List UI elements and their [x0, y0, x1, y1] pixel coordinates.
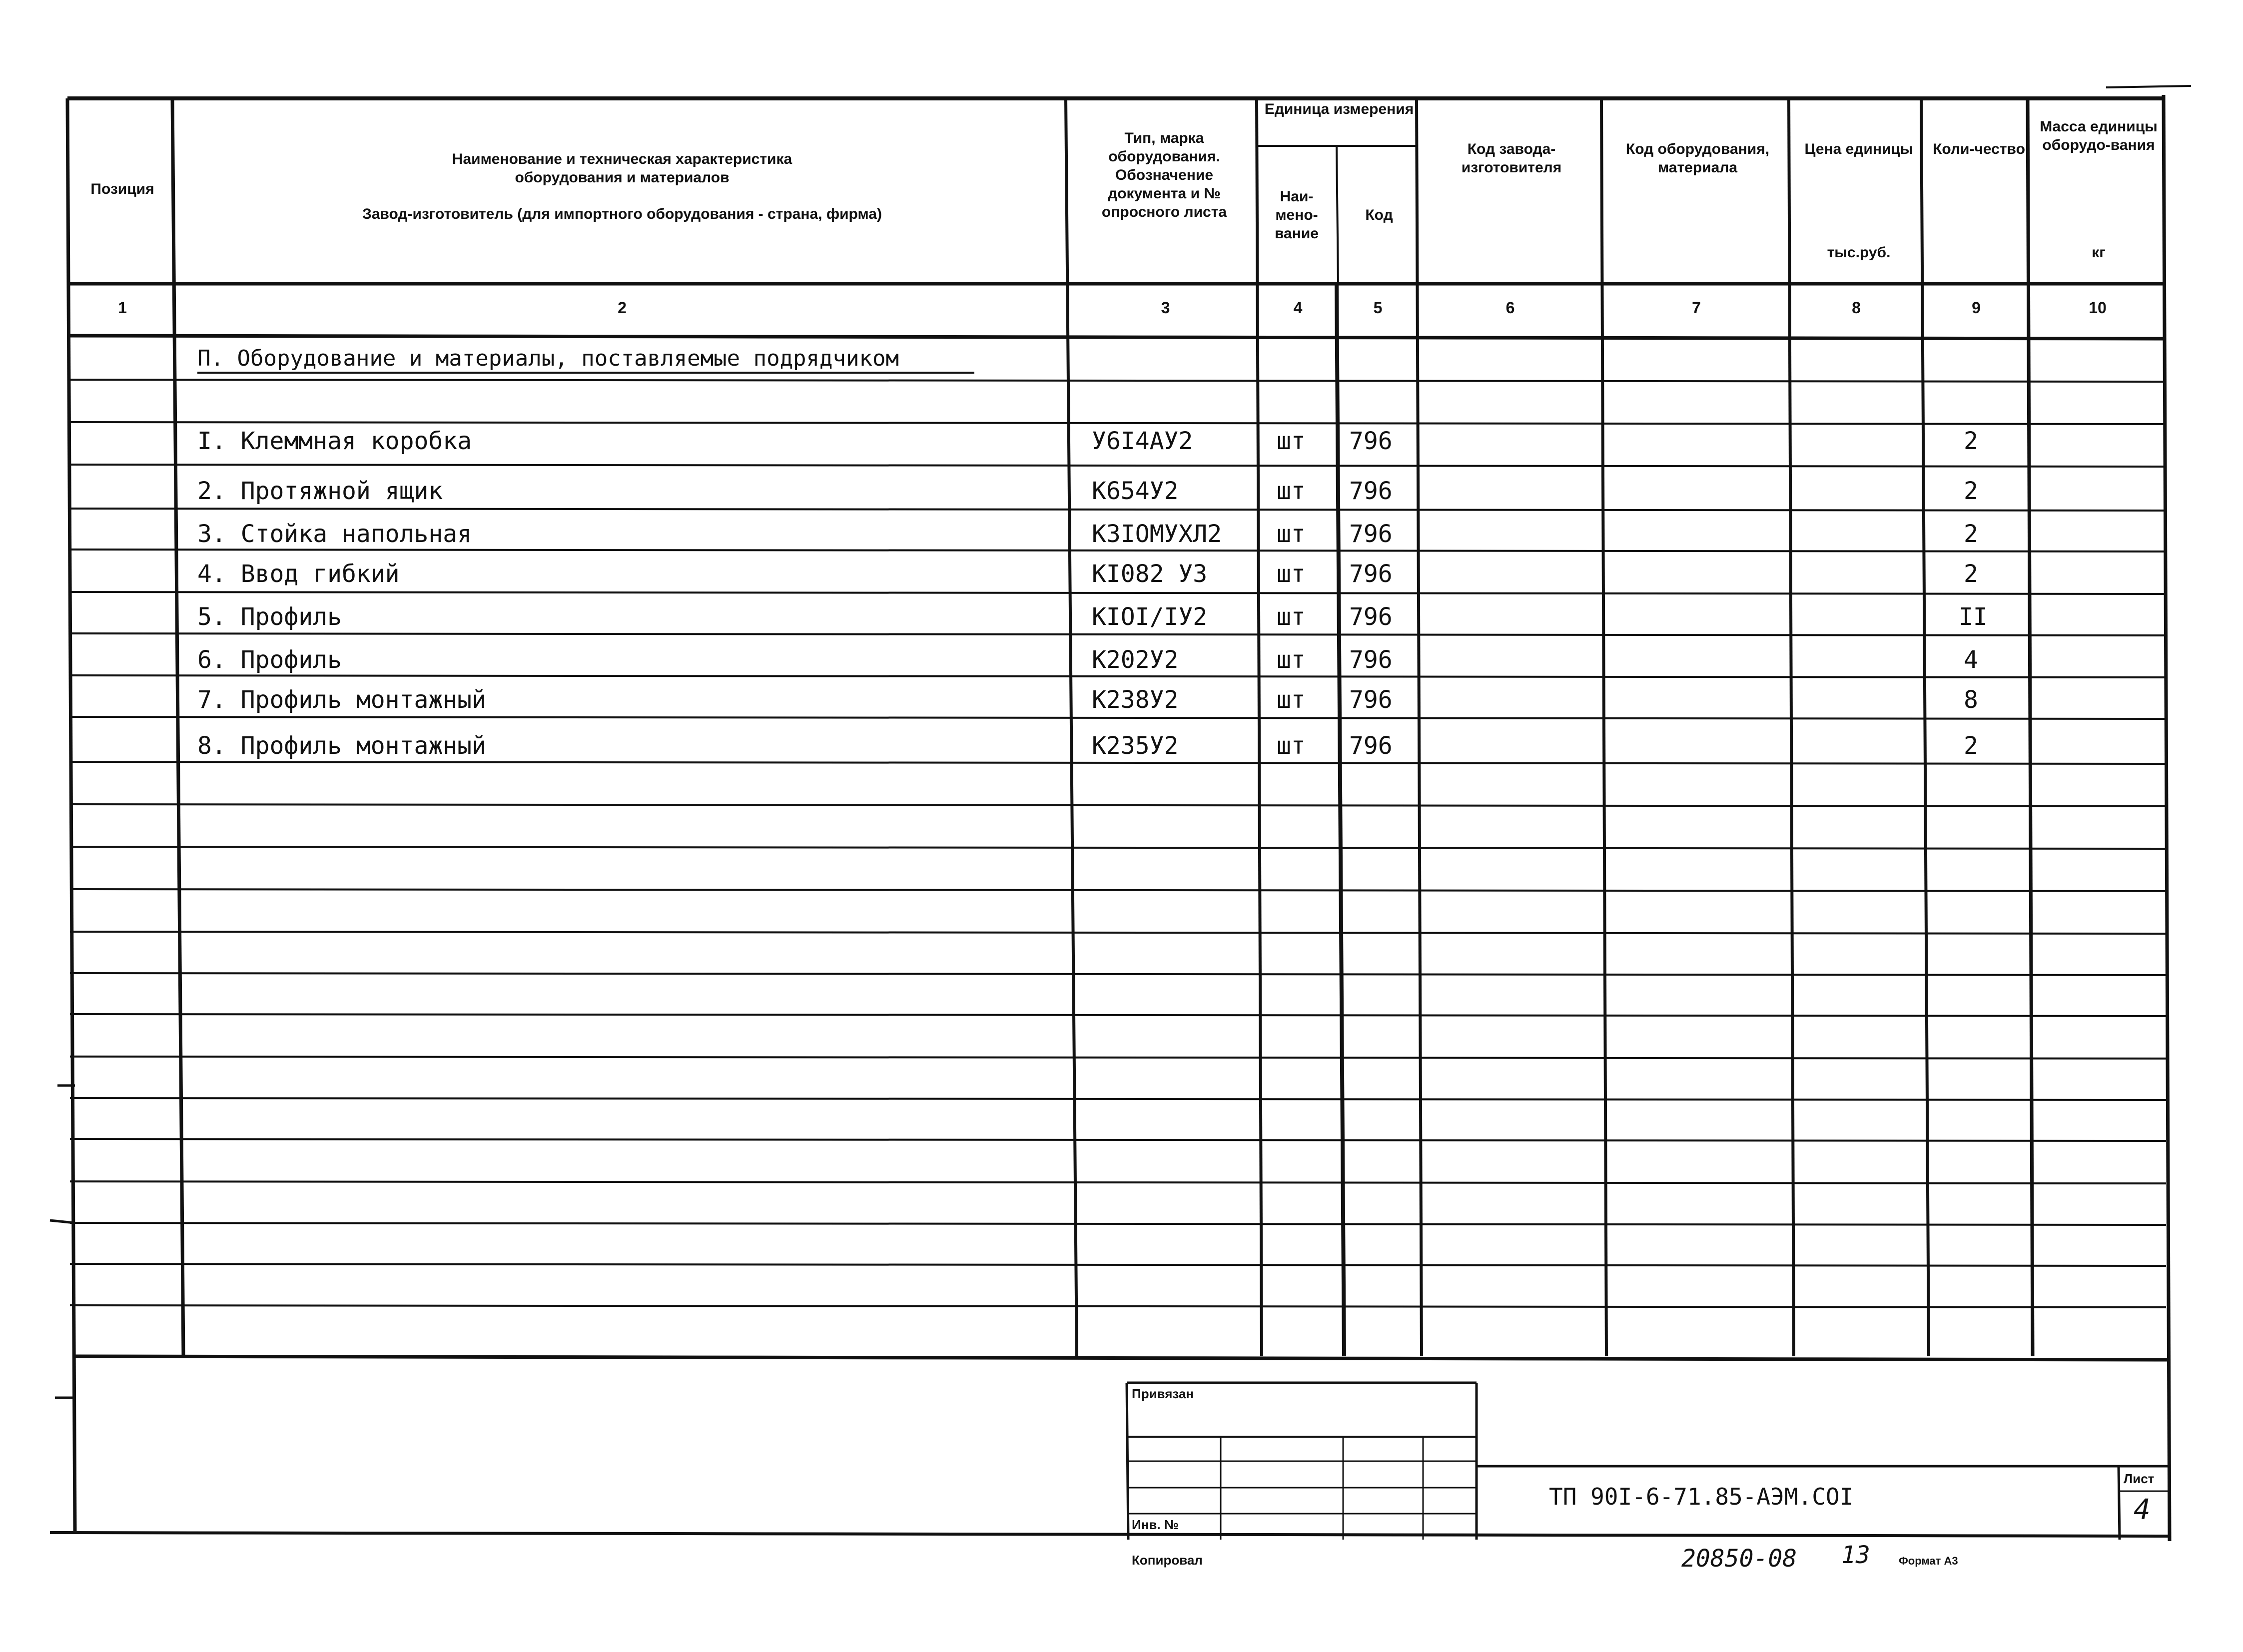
header-unit-code: Код — [1365, 207, 1393, 223]
item-unit-code: 796 — [1349, 520, 1393, 548]
row-separator — [70, 592, 2166, 594]
sheet-label: Лист — [2124, 1471, 2155, 1486]
item-unit-code: 796 — [1349, 603, 1393, 631]
item-unit-code: 796 — [1349, 732, 1393, 760]
item-type: КI082 У3 — [1092, 560, 1208, 588]
row-separator — [70, 804, 2166, 806]
header-name-line2: оборудования и материалов — [515, 169, 730, 186]
row-separator — [70, 380, 2166, 382]
item-type: У6I4АУ2 — [1092, 427, 1193, 455]
item-type: К202У2 — [1092, 646, 1179, 674]
item-quantity: 2 — [1964, 520, 1978, 548]
header-name-line3: Завод-изготовитель (для импортного оборудования - страна, фирма) — [362, 206, 882, 222]
header-unit-group: Единица измерения — [1264, 101, 1414, 117]
column-number: 5 — [1373, 299, 1383, 317]
item-name: 2. Протяжной ящик — [197, 477, 443, 505]
row-separator — [70, 1305, 2166, 1307]
section-title: П. Оборудование и материалы, поставляемые подрядчиком — [197, 346, 899, 371]
item-type: К235У2 — [1092, 732, 1179, 760]
column-number: 2 — [618, 299, 627, 317]
item-type: К654У2 — [1092, 477, 1179, 505]
item-quantity: 2 — [1964, 477, 1978, 505]
item-name: 7. Профиль монтажный — [197, 686, 486, 714]
item-type: КIОI/IУ2 — [1092, 603, 1208, 631]
column-number: 8 — [1852, 299, 1861, 317]
column-number: 7 — [1692, 299, 1701, 317]
row-separator — [70, 1139, 2166, 1141]
row-separator — [70, 509, 2166, 511]
header-unit-name: Наи-мено-вание — [1275, 188, 1319, 242]
stamp-inventory-number: Инв. № — [1132, 1517, 1179, 1532]
item-name: 4. Ввод гибкий — [197, 560, 400, 588]
archive-subnumber: 13 — [1841, 1541, 1870, 1569]
item-unit-code: 796 — [1349, 427, 1393, 455]
item-name: I. Клеммная коробка — [197, 427, 472, 455]
row-separator — [70, 1057, 2166, 1059]
item-unit: шт — [1277, 686, 1306, 714]
row-separator — [70, 1264, 2166, 1266]
row-separator — [70, 1098, 2166, 1100]
archive-number: 20850-08 — [1681, 1545, 1797, 1573]
item-name: 3. Стойка напольная — [197, 520, 472, 548]
stamp-privyazan: Привязан — [1132, 1386, 1194, 1401]
item-quantity: 4 — [1964, 646, 1978, 674]
header-name-line1: Наименование и техническая характеристика — [452, 151, 792, 167]
row-separator — [70, 1014, 2166, 1016]
row-separator — [70, 550, 2166, 551]
header-name — [180, 150, 1064, 223]
header-type: Тип, марка оборудования. Обозначение документа и № опросного листа — [1101, 130, 1227, 220]
header-price: Цена единицы — [1804, 141, 1913, 157]
sheet-number: 4 — [2134, 1494, 2151, 1526]
item-name: 8. Профиль монтажный — [197, 732, 486, 760]
header-price-unit: тыс.руб. — [1827, 244, 1891, 261]
row-separator — [70, 973, 2166, 975]
item-unit-code: 796 — [1349, 686, 1393, 714]
header-mass: Масса единицы оборудо-вания — [2040, 118, 2158, 153]
column-number: 3 — [1161, 299, 1170, 317]
item-name: 6. Профиль — [197, 646, 342, 674]
item-unit: шт — [1277, 560, 1306, 588]
document-code: ТП 90I-6-71.85-АЭМ.СОI — [1549, 1483, 1854, 1510]
row-separator — [70, 1181, 2166, 1183]
row-separator — [70, 1223, 2166, 1225]
item-type: К3IОМУХЛ2 — [1092, 520, 1222, 548]
header-quantity: Коли-чество — [1933, 141, 2025, 157]
column-number: 1 — [118, 299, 127, 317]
item-type: К238У2 — [1092, 686, 1179, 714]
row-separator — [70, 889, 2166, 891]
header-position: Позиция — [90, 181, 154, 197]
item-unit: шт — [1277, 603, 1306, 631]
copied-label: Копировал — [1132, 1553, 1203, 1568]
column-number: 4 — [1293, 299, 1303, 317]
item-unit: шт — [1277, 520, 1306, 548]
header-mass-unit: кг — [2092, 244, 2106, 261]
item-quantity: II — [1959, 603, 1988, 631]
header-manufacturer-code: Код завода-изготовителя — [1461, 141, 1562, 176]
row-separator — [70, 633, 2166, 635]
row-separator — [70, 717, 2166, 719]
item-quantity: 2 — [1964, 732, 1978, 760]
item-unit: шт — [1277, 732, 1306, 760]
item-unit-code: 796 — [1349, 646, 1393, 674]
row-separator — [70, 465, 2166, 467]
column-number: 6 — [1505, 299, 1515, 317]
row-separator — [70, 422, 2166, 424]
column-number: 9 — [1972, 299, 1981, 317]
item-unit: шт — [1277, 427, 1306, 455]
item-unit-code: 796 — [1349, 477, 1393, 505]
header-equipment-code: Код оборудования, материала — [1625, 141, 1770, 176]
item-unit-code: 796 — [1349, 560, 1393, 588]
row-separator — [70, 675, 2166, 677]
format-label: Формат А3 — [1899, 1555, 1958, 1567]
item-unit: шт — [1277, 477, 1306, 505]
item-quantity: 2 — [1964, 560, 1978, 588]
row-separator — [70, 847, 2166, 849]
item-quantity: 2 — [1964, 427, 1978, 455]
row-separator — [70, 932, 2166, 934]
item-unit: шт — [1277, 646, 1306, 674]
item-name: 5. Профиль — [197, 603, 342, 631]
row-separator — [70, 762, 2166, 764]
column-number: 10 — [2089, 299, 2107, 317]
item-quantity: 8 — [1964, 686, 1978, 714]
